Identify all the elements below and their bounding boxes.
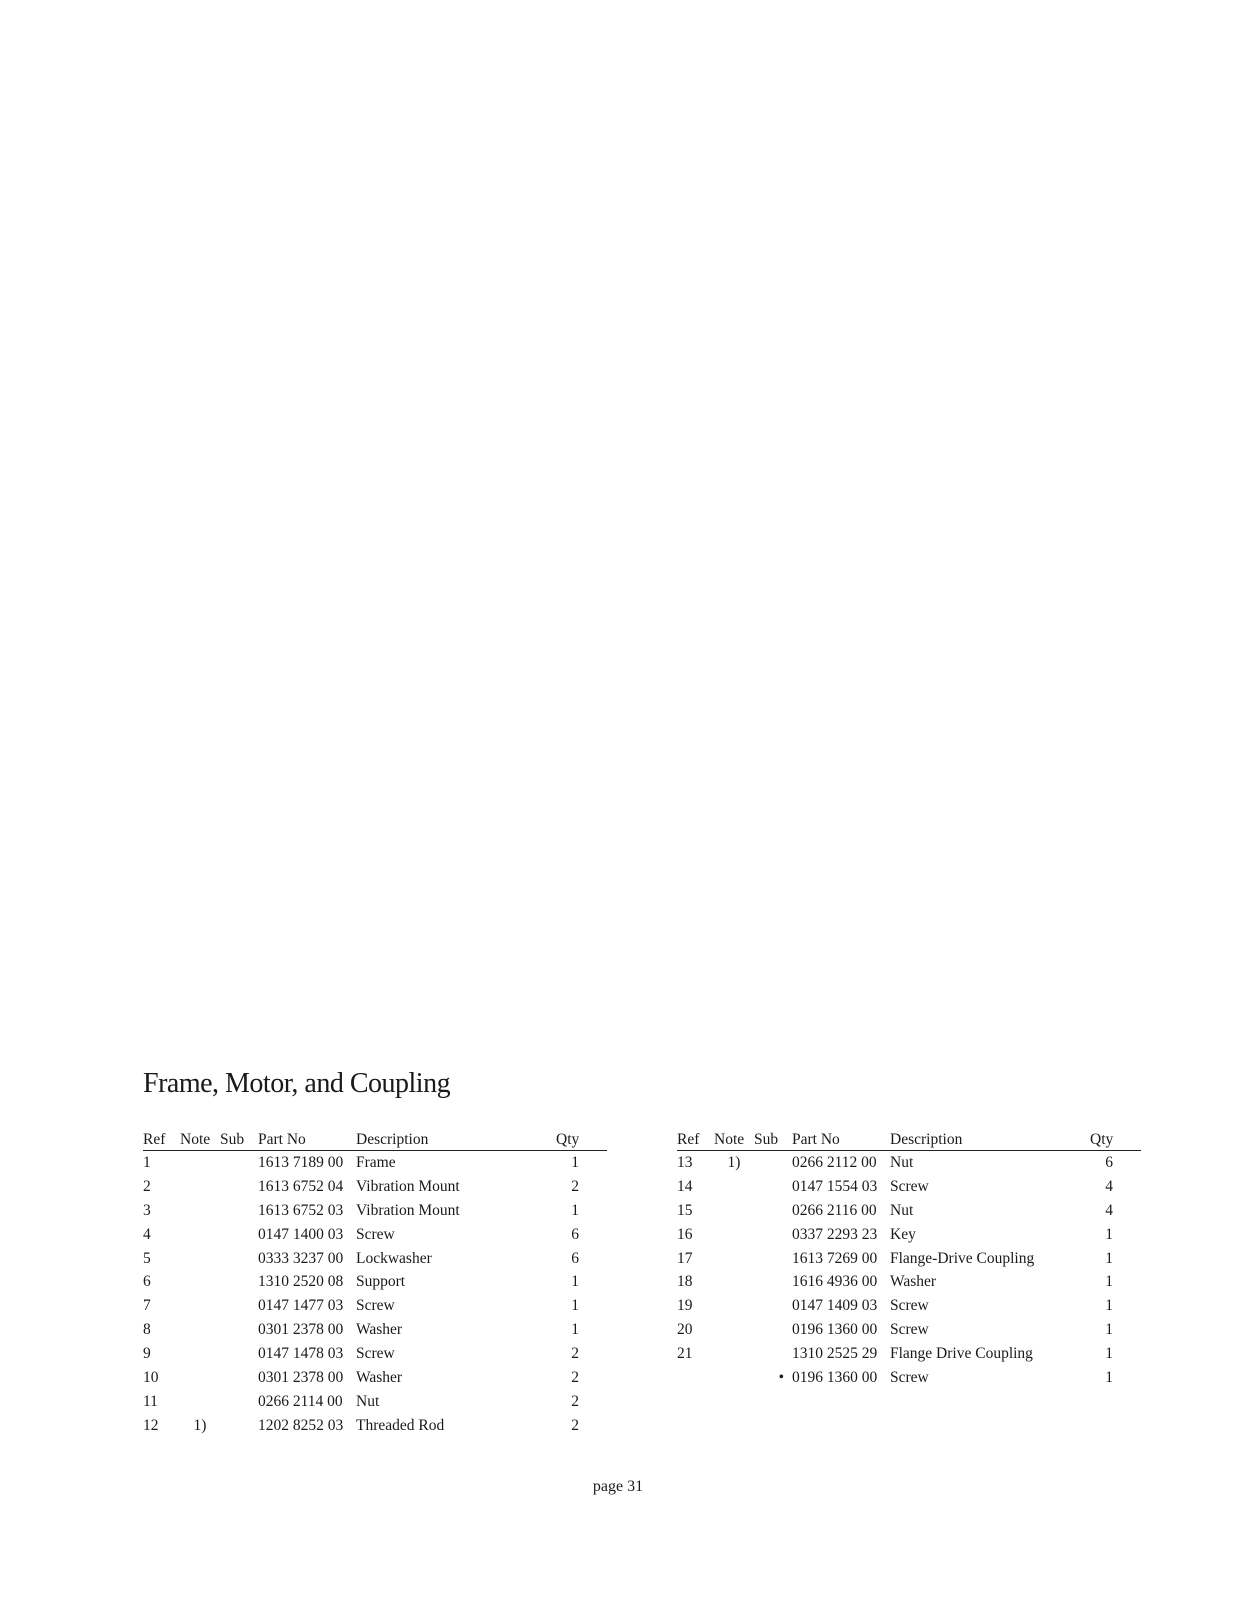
cell-sub — [220, 1366, 258, 1390]
cell-part-no: 1613 7269 00 — [792, 1249, 878, 1267]
cell-sub — [754, 1342, 792, 1366]
cell-sub — [220, 1318, 258, 1342]
table-row — [143, 1247, 607, 1271]
cell-sub — [220, 1199, 258, 1223]
cell-sub — [220, 1414, 258, 1438]
cell-sub — [220, 1151, 258, 1175]
col-header-note: Note — [714, 1129, 754, 1151]
cell-part-no: 0147 1554 03 — [792, 1177, 878, 1195]
cell-description: Nut — [890, 1201, 914, 1219]
table-row — [677, 1247, 1141, 1271]
cell-sub — [754, 1270, 792, 1294]
col-header-description: Description — [356, 1129, 556, 1151]
cell-part-no: 0337 2293 23 — [792, 1225, 878, 1243]
cell-qty: 6 — [571, 1249, 579, 1267]
cell-note — [180, 1294, 220, 1318]
table-row — [677, 1342, 1141, 1366]
cell-note — [180, 1318, 220, 1342]
cell-note — [180, 1270, 220, 1294]
cell-part-no: 0266 2112 00 — [792, 1153, 877, 1171]
cell-ref: 2 — [143, 1177, 151, 1195]
cell-part-no: 0266 2114 00 — [258, 1392, 343, 1410]
table-row — [143, 1366, 607, 1390]
cell-sub — [220, 1270, 258, 1294]
table-row — [677, 1294, 1141, 1318]
col-header-qty: Qty — [1090, 1129, 1141, 1151]
col-header-ref: Ref — [677, 1129, 714, 1151]
cell-qty: 1 — [571, 1297, 579, 1315]
cell-ref: 17 — [677, 1249, 693, 1267]
cell-note — [714, 1199, 754, 1223]
cell-part-no: 0147 1477 03 — [258, 1297, 344, 1315]
col-header-qty: Qty — [556, 1129, 607, 1151]
cell-description: Vibration Mount — [356, 1177, 460, 1195]
cell-part-no: 0301 2378 00 — [258, 1321, 344, 1339]
cell-qty: 1 — [1105, 1225, 1113, 1243]
cell-ref: 20 — [677, 1321, 693, 1339]
table-row — [677, 1366, 1141, 1390]
table-header-row — [677, 1129, 1141, 1151]
cell-qty: 1 — [1105, 1321, 1113, 1339]
cell-ref — [677, 1366, 714, 1390]
col-header-note: Note — [180, 1129, 220, 1151]
cell-sub — [220, 1247, 258, 1271]
cell-ref: 18 — [677, 1273, 693, 1291]
col-header-sub: Sub — [220, 1129, 258, 1151]
cell-part-no: 0147 1478 03 — [258, 1345, 344, 1363]
table-row — [677, 1270, 1141, 1294]
cell-sub — [754, 1223, 792, 1247]
cell-ref: 7 — [143, 1297, 151, 1315]
cell-description: Threaded Rod — [356, 1416, 445, 1434]
table-row — [143, 1223, 607, 1247]
cell-note — [714, 1318, 754, 1342]
cell-note — [714, 1342, 754, 1366]
cell-note — [714, 1366, 754, 1390]
cell-ref: 19 — [677, 1297, 693, 1315]
table-row — [143, 1414, 607, 1438]
cell-ref: 16 — [677, 1225, 693, 1243]
cell-sub — [754, 1151, 792, 1175]
table-row — [143, 1175, 607, 1199]
cell-part-no: 0196 1360 00 — [792, 1321, 878, 1339]
cell-part-no: 0301 2378 00 — [258, 1368, 344, 1386]
cell-description: Vibration Mount — [356, 1201, 460, 1219]
cell-ref: 6 — [143, 1273, 151, 1291]
parts-table-right — [677, 1129, 1141, 1390]
cell-ref: 13 — [677, 1153, 693, 1171]
cell-description: Support — [356, 1273, 406, 1291]
page-number: page 31 — [592, 1478, 644, 1495]
cell-part-no: 1616 4936 00 — [792, 1273, 878, 1291]
table-header-row — [143, 1129, 607, 1151]
cell-ref: 14 — [677, 1177, 693, 1195]
cell-ref: 15 — [677, 1201, 693, 1219]
cell-ref: 1 — [143, 1153, 151, 1171]
cell-part-no: 1613 7189 00 — [258, 1153, 344, 1171]
cell-description: Key — [890, 1225, 916, 1243]
cell-part-no: 0333 3237 00 — [258, 1249, 344, 1267]
table-row — [143, 1318, 607, 1342]
cell-qty: 1 — [1105, 1297, 1113, 1315]
cell-qty: 4 — [1105, 1201, 1113, 1219]
cell-description: Screw — [890, 1177, 929, 1195]
cell-description: Screw — [356, 1225, 395, 1243]
cell-note — [180, 1247, 220, 1271]
table-row — [143, 1294, 607, 1318]
cell-note — [180, 1342, 220, 1366]
cell-part-no: 0266 2116 00 — [792, 1201, 877, 1219]
cell-qty: 2 — [571, 1416, 579, 1434]
table-row — [677, 1151, 1141, 1175]
cell-qty: 1 — [1105, 1273, 1113, 1291]
cell-sub: • — [778, 1368, 784, 1386]
cell-description: Flange Drive Coupling — [890, 1345, 1033, 1363]
cell-description: Washer — [890, 1273, 937, 1291]
cell-description: Screw — [890, 1368, 929, 1386]
cell-qty: 1 — [571, 1201, 579, 1219]
cell-sub — [220, 1223, 258, 1247]
cell-note — [180, 1175, 220, 1199]
cell-note — [180, 1151, 220, 1175]
cell-part-no: 0196 1360 00 — [792, 1368, 878, 1386]
cell-sub — [220, 1175, 258, 1199]
cell-sub — [754, 1199, 792, 1223]
cell-qty: 1 — [1105, 1345, 1113, 1363]
cell-qty: 2 — [571, 1345, 579, 1363]
cell-sub — [220, 1390, 258, 1414]
col-header-part-no: Part No — [258, 1129, 356, 1151]
cell-description: Screw — [890, 1321, 929, 1339]
cell-sub — [220, 1342, 258, 1366]
cell-note — [180, 1366, 220, 1390]
cell-description: Screw — [356, 1345, 395, 1363]
page-title: Frame, Motor, and Coupling — [143, 1068, 451, 1099]
col-header-part-no: Part No — [792, 1129, 890, 1151]
cell-part-no: 0147 1409 03 — [792, 1297, 878, 1315]
cell-qty: 1 — [1105, 1249, 1113, 1267]
table-row — [143, 1390, 607, 1414]
cell-note — [180, 1390, 220, 1414]
cell-part-no: 1310 2525 29 — [792, 1345, 878, 1363]
parts-table-left — [143, 1129, 607, 1438]
cell-part-no: 0147 1400 03 — [258, 1225, 344, 1243]
table-row — [143, 1199, 607, 1223]
cell-qty: 1 — [571, 1273, 579, 1291]
cell-description: Washer — [356, 1368, 403, 1386]
table-row — [677, 1199, 1141, 1223]
cell-note — [180, 1223, 220, 1247]
cell-ref: 12 — [143, 1416, 159, 1434]
cell-part-no: 1613 6752 03 — [258, 1201, 344, 1219]
cell-qty: 2 — [571, 1177, 579, 1195]
cell-ref: 5 — [143, 1249, 151, 1267]
cell-description: Washer — [356, 1321, 403, 1339]
cell-sub — [754, 1247, 792, 1271]
cell-part-no: 1310 2520 08 — [258, 1273, 344, 1291]
cell-ref: 10 — [143, 1368, 159, 1386]
cell-note — [714, 1270, 754, 1294]
cell-description: Screw — [356, 1297, 395, 1315]
cell-note: 1) — [193, 1416, 207, 1434]
cell-note — [714, 1175, 754, 1199]
cell-part-no: 1202 8252 03 — [258, 1416, 344, 1434]
cell-ref: 8 — [143, 1321, 151, 1339]
cell-note — [180, 1199, 220, 1223]
cell-description: Screw — [890, 1297, 929, 1315]
cell-description: Nut — [890, 1153, 914, 1171]
cell-qty: 6 — [571, 1225, 579, 1243]
col-header-description: Description — [890, 1129, 1090, 1151]
table-row — [677, 1223, 1141, 1247]
col-header-sub: Sub — [754, 1129, 792, 1151]
cell-ref: 4 — [143, 1225, 151, 1243]
cell-qty: 6 — [1105, 1153, 1113, 1171]
cell-note — [714, 1223, 754, 1247]
cell-ref: 3 — [143, 1201, 151, 1219]
cell-qty: 2 — [571, 1392, 579, 1410]
table-row — [143, 1151, 607, 1175]
table-row — [143, 1342, 607, 1366]
cell-note — [714, 1247, 754, 1271]
cell-qty: 1 — [1105, 1368, 1113, 1386]
cell-ref: 21 — [677, 1345, 693, 1363]
cell-ref: 9 — [143, 1345, 151, 1363]
cell-qty: 4 — [1105, 1177, 1113, 1195]
table-row — [677, 1318, 1141, 1342]
cell-part-no: 1613 6752 04 — [258, 1177, 344, 1195]
cell-sub — [220, 1294, 258, 1318]
cell-sub — [754, 1318, 792, 1342]
cell-note — [714, 1294, 754, 1318]
cell-description: Nut — [356, 1392, 380, 1410]
cell-description: Flange-Drive Coupling — [890, 1249, 1035, 1267]
cell-qty: 2 — [571, 1368, 579, 1386]
cell-sub — [754, 1175, 792, 1199]
cell-qty: 1 — [571, 1321, 579, 1339]
cell-description: Lockwasher — [356, 1249, 432, 1267]
cell-note: 1) — [727, 1153, 741, 1171]
cell-sub — [754, 1294, 792, 1318]
table-row — [143, 1270, 607, 1294]
table-row — [677, 1175, 1141, 1199]
col-header-ref: Ref — [143, 1129, 180, 1151]
cell-qty: 1 — [571, 1153, 579, 1171]
cell-description: Frame — [356, 1153, 396, 1171]
cell-ref: 11 — [143, 1392, 158, 1410]
